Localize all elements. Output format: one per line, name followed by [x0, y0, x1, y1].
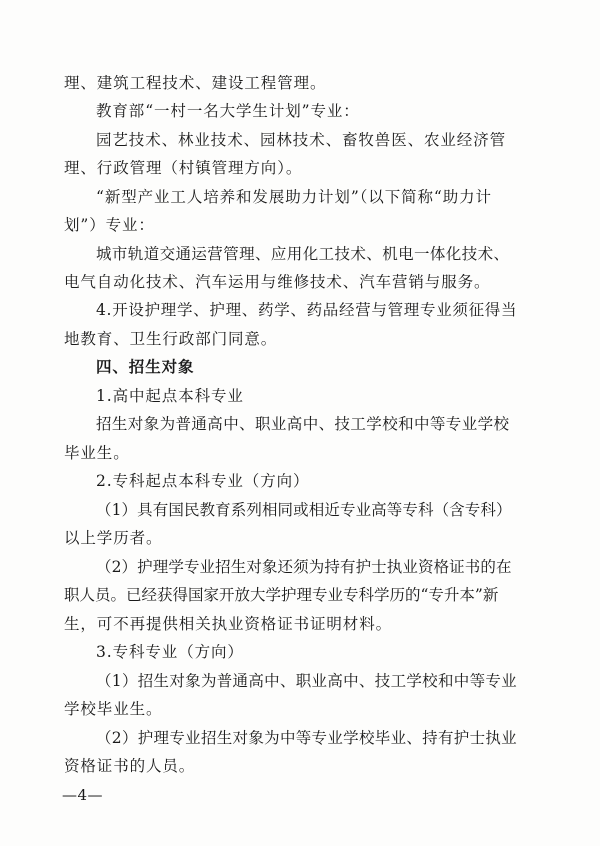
text-line: 2.专科起点本科专业（方向）	[96, 472, 310, 490]
text-line: 城市轨道交通运营管理、应用化工技术、机电一体化技术、	[96, 245, 510, 263]
text-line: 3.专科专业（方向）	[96, 643, 244, 661]
text-line: 以上学历者。	[64, 529, 163, 547]
section-heading: 四、招生对象	[96, 358, 195, 376]
text-line: 理、行政管理（村镇管理方向）。	[64, 159, 303, 177]
text-line: 划”）专业：	[64, 216, 155, 234]
text-line: （2）护理专业招生对象为中等专业学校毕业、持有护士执业	[96, 729, 517, 747]
text-line: 地教育、卫生行政部门同意。	[64, 330, 278, 348]
text-line: 理、建筑工程技术、建设工程管理。	[64, 74, 327, 92]
text-line: （1）招生对象为普通高中、职业高中、技工学校和中等专业	[96, 672, 517, 690]
text-line: 生，可不再提供相关执业资格证书证明材料。	[64, 615, 393, 633]
text-line: 电气自动化技术、汽车运用与维修技术、汽车营销与服务。	[64, 273, 491, 291]
text-line: （2）护理学专业招生对象还须为持有护士执业资格证书的在	[96, 558, 512, 576]
text-line: 园艺技术、林业技术、园林技术、畜牧兽医、农业经济管	[96, 131, 507, 149]
text-line: 学校毕业生。	[64, 700, 163, 718]
text-line: 资格证书的人员。	[64, 757, 196, 775]
text-line: 招生对象为普通高中、职业高中、技工学校和中等专业学校	[96, 415, 510, 433]
text-line: 毕业生。	[64, 444, 130, 462]
text-line: 教育部“一村一名大学生计划”专业：	[96, 102, 360, 120]
text-line: “新型产业工人培养和发展助力计划”（以下简称“助力计	[96, 188, 492, 206]
text-line: 1.高中起点本科专业	[96, 387, 244, 405]
text-line: 4.开设护理学、护理、药学、药品经营与管理专业须征得当	[96, 301, 518, 319]
text-line: 职人员。已经获得国家开放大学护理专业专科学历的“专升本”新	[64, 586, 499, 604]
text-line: （1）具有国民教育系列相同或相近专业高等专科（含专科）	[96, 501, 512, 519]
page-number: —4—	[62, 786, 104, 804]
